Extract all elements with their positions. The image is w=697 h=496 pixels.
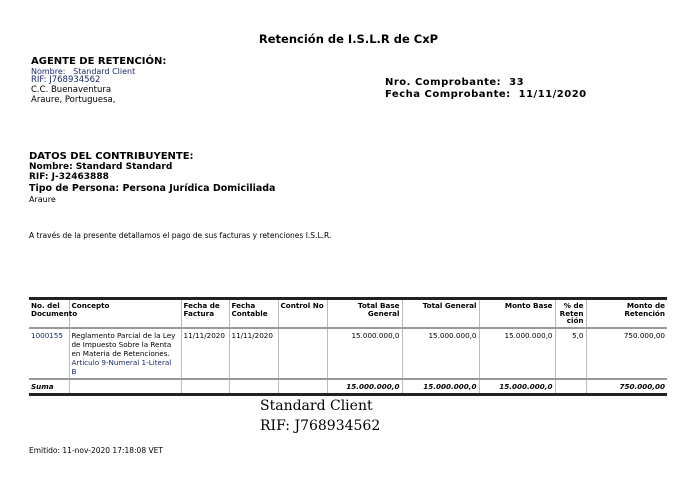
- voucher-number: [385, 77, 524, 88]
- cell-retention: 750.000,00: [586, 328, 667, 379]
- sum-total-general: 15.000.000,0: [402, 379, 479, 395]
- sum-total-base: 15.000.000,0: [327, 379, 402, 395]
- voucher-number-value: 33: [509, 77, 525, 88]
- taxpayer-name: Nombre: Standard Standard: [29, 162, 173, 172]
- cell-accounting-date: 11/11/2020: [229, 328, 278, 379]
- sum-retention: 750.000,00: [586, 379, 667, 395]
- col-total-general: Total General: [402, 299, 479, 328]
- agent-heading: AGENTE DE RETENCIÓN:: [31, 56, 167, 67]
- concept-text: Reglamento Parcial de la Ley de Impuesto Sobre la Renta en Materia de Retenciones.: [71, 330, 176, 358]
- intro-text: A través de la presente detallamos el pago de sus facturas y retenciones I.S.L.R.: [29, 231, 332, 240]
- sum-label: Suma: [29, 379, 69, 395]
- col-total-base: Total Base General: [327, 299, 402, 328]
- agent-address-2: Araure, Portuguesa,: [31, 95, 116, 105]
- cell-total-base: 15.000.000,0: [327, 328, 402, 379]
- col-control: Control No: [278, 299, 327, 328]
- table-row: [29, 328, 667, 379]
- taxpayer-rif: RIF: J-32463888: [29, 172, 109, 182]
- agent-address-1: C.C. Buenaventura: [31, 85, 112, 95]
- taxpayer-heading: DATOS DEL CONTRIBUYENTE:: [29, 151, 194, 162]
- col-doc: No. del Documento: [29, 299, 69, 328]
- agent-name-label: Nombre:: [31, 67, 66, 76]
- voucher-date-value: 11/11/2020: [518, 89, 587, 100]
- sum-base-amount: 15.000.000,0: [479, 379, 555, 395]
- col-pct: % de Retención: [555, 299, 586, 328]
- cell-base-amount: 15.000.000,0: [479, 328, 555, 379]
- voucher-date-label: Fecha Comprobante:: [385, 89, 511, 100]
- col-base-amount: Monto Base: [479, 299, 555, 328]
- concept-article: Articulo 9-Numeral 1-Literal B: [71, 357, 172, 376]
- document-title: Retención de I.S.L.R de CxP: [258, 32, 439, 46]
- taxpayer-city: Araure: [29, 195, 56, 204]
- agent-rif: RIF: J768934562: [31, 75, 101, 85]
- col-accounting-date: Fecha Contable: [229, 299, 278, 328]
- retention-table: [29, 297, 667, 396]
- cell-control: [278, 328, 327, 379]
- col-retention: Monto de Retención: [586, 299, 667, 328]
- col-concept: Concepto: [69, 299, 181, 328]
- table-header-row: [29, 299, 667, 328]
- signature-rif: RIF: J768934562: [260, 418, 381, 434]
- cell-concept: [69, 328, 181, 379]
- agent-name-value: Standard Client: [73, 67, 136, 76]
- taxpayer-type: Tipo de Persona: Persona Jurídica Domiciliada: [29, 183, 276, 194]
- cell-invoice-date: 11/11/2020: [181, 328, 229, 379]
- cell-total-general: 15.000.000,0: [402, 328, 479, 379]
- voucher-date: [385, 89, 587, 100]
- table-sum-row: [29, 379, 667, 395]
- signature-name: Standard Client: [260, 398, 373, 414]
- cell-pct: 5,0: [555, 328, 586, 379]
- emitted-timestamp: Emitido: 11-nov-2020 17:18:08 VET: [29, 446, 163, 455]
- col-invoice-date: Fecha de Factura: [181, 299, 229, 328]
- cell-doc: 1000155: [29, 328, 69, 379]
- voucher-number-label: Nro. Comprobante:: [385, 77, 502, 88]
